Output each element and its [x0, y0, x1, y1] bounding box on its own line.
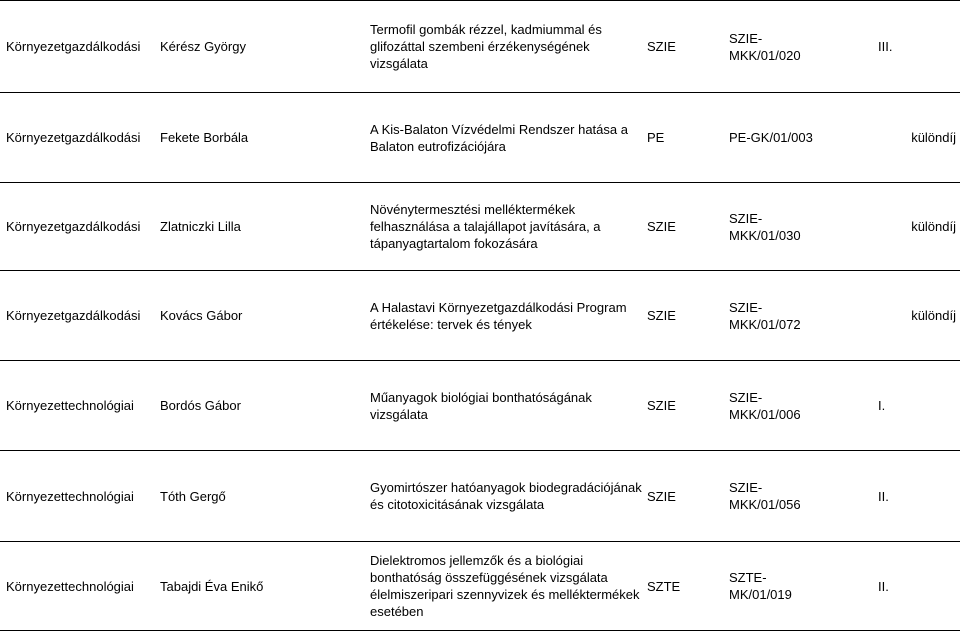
table-row [0, 271, 960, 361]
institution-cell: SZIE [647, 271, 729, 361]
title-cell: A Kis-Balaton Vízvédelmi Rendszer hatása a Balaton eutrofizációjára [370, 93, 647, 183]
code-cell: SZIE-MKK/01/020 [729, 1, 854, 93]
name-cell: Kovács Gábor [160, 271, 370, 361]
field-cell: Környezetgazdálkodási [0, 93, 160, 183]
institution-cell: PE [647, 93, 729, 183]
table-row [0, 361, 960, 451]
title-cell: Termofil gombák rézzel, kadmiummal és glifozáttal szembeni érzékenységének vizsgálata [370, 1, 647, 93]
table-row [0, 93, 960, 183]
name-cell: Tóth Gergő [160, 451, 370, 542]
institution-cell: SZIE [647, 451, 729, 542]
code-cell: SZIE-MKK/01/030 [729, 183, 854, 271]
code-cell: SZIE-MKK/01/072 [729, 271, 854, 361]
name-cell: Fekete Borbála [160, 93, 370, 183]
table-row [0, 451, 960, 542]
table-row [0, 183, 960, 271]
institution-cell: SZIE [647, 1, 729, 93]
field-cell: Környezetgazdálkodási [0, 271, 160, 361]
prize-cell: különdíj [854, 93, 960, 183]
table-row [0, 1, 960, 93]
code-cell: SZIE-MKK/01/006 [729, 361, 854, 451]
institution-cell: SZIE [647, 183, 729, 271]
field-cell: Környezetgazdálkodási [0, 183, 160, 271]
prize-cell: II. [854, 451, 960, 542]
prize-cell: különdíj [854, 183, 960, 271]
title-cell: Dielektromos jellemzők és a biológiai bonthatóság összefüggésének vizsgálata élelmiszeripari szennyvizek és melléktermékek esetében [370, 542, 647, 631]
prize-cell: III. [854, 1, 960, 93]
name-cell: Kérész György [160, 1, 370, 93]
title-cell: Műanyagok biológiai bonthatóságának vizsgálata [370, 361, 647, 451]
field-cell: Környezettechnológiai [0, 542, 160, 631]
name-cell: Bordós Gábor [160, 361, 370, 451]
title-cell: Gyomirtószer hatóanyagok biodegradációjának és citotoxicitásának vizsgálata [370, 451, 647, 542]
title-cell: Növénytermesztési melléktermékek felhasználása a talajállapot javítására, a tápanyagtartalom fokozására [370, 183, 647, 271]
field-cell: Környezetgazdálkodási [0, 1, 160, 93]
field-cell: Környezettechnológiai [0, 361, 160, 451]
prize-cell: különdíj [854, 271, 960, 361]
field-cell: Környezettechnológiai [0, 451, 160, 542]
institution-cell: SZIE [647, 361, 729, 451]
code-cell: PE-GK/01/003 [729, 93, 854, 183]
prize-cell: I. [854, 361, 960, 451]
name-cell: Tabajdi Éva Enikő [160, 542, 370, 631]
prize-cell: II. [854, 542, 960, 631]
code-cell: SZIE-MKK/01/056 [729, 451, 854, 542]
title-cell: A Halastavi Környezetgazdálkodási Program értékelése: tervek és tények [370, 271, 647, 361]
name-cell: Zlatniczki Lilla [160, 183, 370, 271]
code-cell: SZTE-MK/01/019 [729, 542, 854, 631]
institution-cell: SZTE [647, 542, 729, 631]
table-row [0, 542, 960, 631]
